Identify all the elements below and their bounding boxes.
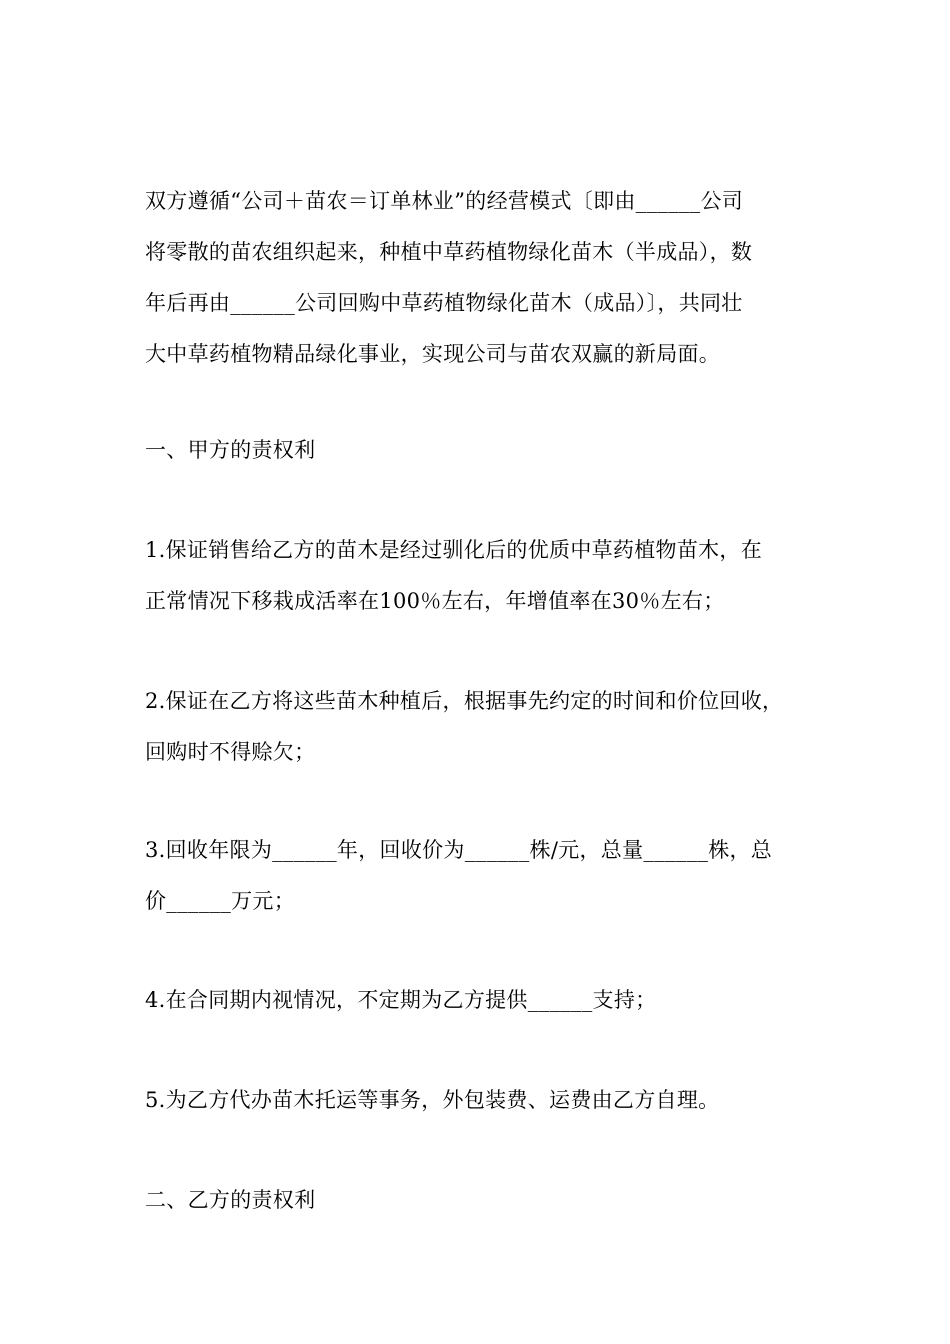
list-item-5	[145, 1075, 810, 1126]
list-item-line: 2.保证在乙方将这些苗木种植后，根据事先约定的时间和价位回收，	[145, 689, 784, 713]
section-heading-party-a	[145, 425, 810, 476]
list-item-line: 5.为乙方代办苗木托运等事务，外包装费、运费由乙方自理。	[145, 1088, 720, 1112]
list-item-3	[145, 825, 810, 927]
paragraph-line: 双方遵循“公司＋苗农＝订单林业”的经营模式〔即由______公司	[145, 189, 744, 213]
list-item-2	[145, 676, 810, 778]
section-heading-text: 二、乙方的责权利	[145, 1188, 316, 1212]
section-heading-party-b	[145, 1175, 810, 1226]
section-heading-text: 一、甲方的责权利	[145, 438, 316, 462]
list-item-line: 价______万元；	[145, 889, 295, 913]
paragraph-line: 将零散的苗农组织起来，种植中草药植物绿化苗木（半成品），数	[145, 240, 753, 264]
list-item-1	[145, 525, 810, 627]
list-item-line: 4.在合同期内视情况，不定期为乙方提供______支持；	[145, 988, 657, 1012]
paragraph-line: 年后再由______公司回购中草药植物绿化苗木（成品）〕，共同壮	[145, 291, 743, 315]
list-item-line: 正常情况下移栽成活率在100％左右，年增值率在30％左右；	[145, 589, 725, 613]
list-item-4	[145, 975, 810, 1026]
intro-paragraph	[145, 176, 810, 380]
list-item-line: 1.保证销售给乙方的苗木是经过驯化后的优质中草药植物苗木，在	[145, 538, 763, 562]
list-item-line: 3.回收年限为______年，回收价为______株/元，总量______株，总	[145, 838, 773, 862]
list-item-line: 回购时不得赊欠；	[145, 740, 316, 764]
paragraph-line: 大中草药植物精品绿化事业，实现公司与苗农双赢的新局面。	[145, 342, 721, 366]
